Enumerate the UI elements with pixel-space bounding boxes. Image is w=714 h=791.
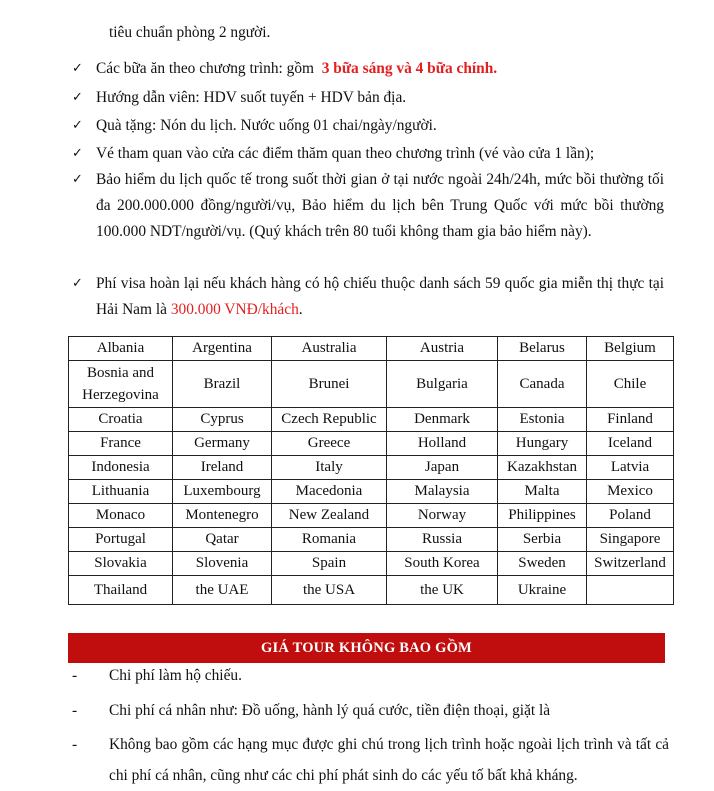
country-cell: Brunei [272, 361, 387, 408]
dash-icon: - [72, 736, 78, 753]
country-cell: Australia [272, 337, 387, 361]
table-row [69, 528, 674, 552]
meals-text: Các bữa ăn theo chương trình: gồm [96, 60, 315, 77]
country-cell: Austria [387, 337, 498, 361]
country-cell: Bosnia and Herzegovina [69, 361, 173, 408]
country-cell: Serbia [498, 528, 587, 552]
country-cell: Brazil [173, 361, 272, 408]
country-cell: Italy [272, 456, 387, 480]
country-cell: Portugal [69, 528, 173, 552]
country-cell: South Korea [387, 552, 498, 576]
table-row [69, 456, 674, 480]
country-cell: Indonesia [69, 456, 173, 480]
country-cell: France [69, 432, 173, 456]
country-cell: the USA [272, 576, 387, 605]
continuation-line: tiêu chuẩn phòng 2 người. [109, 24, 271, 41]
country-cell: the UK [387, 576, 498, 605]
country-cell: Mexico [587, 480, 674, 504]
country-cell [587, 576, 674, 605]
country-cell: Ukraine [498, 576, 587, 605]
country-cell: Ireland [173, 456, 272, 480]
table-row [69, 480, 674, 504]
country-cell: Belarus [498, 337, 587, 361]
meals-highlight: 3 bữa sáng và 4 bữa chính. [321, 60, 498, 77]
check-icon: ✓ [72, 172, 83, 187]
country-cell: Spain [272, 552, 387, 576]
table-row [69, 361, 674, 408]
country-cell: Thailand [69, 576, 173, 605]
country-cell: Greece [272, 432, 387, 456]
country-cell: Malta [498, 480, 587, 504]
country-cell: Norway [387, 504, 498, 528]
country-cell: Slovakia [69, 552, 173, 576]
country-cell: Germany [173, 432, 272, 456]
country-cell: Romania [272, 528, 387, 552]
exclude-text: Không bao gồm các hạng mục được ghi chú trong lịch trình hoặc ngoài lịch trình và tất cả chi phí cá nhân, cũng như các chi phí phát sinh do các yếu tố bất khả kháng. [109, 736, 669, 784]
excludes-title: GIÁ TOUR KHÔNG BAO GỒM [68, 633, 665, 663]
country-cell: Canada [498, 361, 587, 408]
check-icon: ✓ [72, 61, 83, 76]
country-cell: Japan [387, 456, 498, 480]
dash-icon: - [72, 702, 78, 719]
country-cell: Latvia [587, 456, 674, 480]
country-cell: Kazakhstan [498, 456, 587, 480]
country-cell: Montenegro [173, 504, 272, 528]
country-cell: Sweden [498, 552, 587, 576]
table-row [69, 576, 674, 605]
country-cell: Iceland [587, 432, 674, 456]
country-cell: the UAE [173, 576, 272, 605]
country-cell: Switzerland [587, 552, 674, 576]
country-cell: Qatar [173, 528, 272, 552]
country-cell: Belgium [587, 337, 674, 361]
document-page: tiêu chuẩn phòng 2 người. ✓ Các bữa ăn theo chương trình: gồm 3 bữa sáng và 4 bữa chính. ✓ Hướng dẫn viên: HDV suốt tuyến + HDV bản địa. ✓ Quà tặng: Nón du lịch. Nước uống 01 chai/ngày/người. ✓ Vé tham quan vào cửa các điểm thăm quan theo chương trình (vé vào cửa 1 lần); ✓ Bảo hiểm du lịch quốc tế trong suốt thời gian ở tại nước ngoài 24h/24h, mức bồi thường tối đa 200.000.000 đồng/người/vụ, Bảo hiểm du lịch bên Trung Quốc với mức bồi thường 100.000 NDT/người/vụ. (Quý khách trên 80 tuổi không tham gia bảo hiểm này). ✓ Phí visa hoàn lại nếu khách hàng có hộ chiếu thuộc danh sách 59 quốc gia miễn thị thực tại Hải Nam là 300.000 VNĐ/khách. Albania Argentina Australia Austria Belarus Belgium Bosnia and Herzegovina Brazil Brunei Bulgaria Canada Chile Croatia Cyprus Czech Republic Denmark Estonia Finland France Germany Greece Holland Hungary Iceland Indonesia Ireland Italy Japan Kazakhstan Latvia Lithuania Luxembourg Macedonia Malaysia Malta Mexico Monaco Montenegro New Zealand Norway Philippines Poland Portugal Qatar Romania Russia Serbia Singapore Slovakia Slovenia Spain South Korea Sweden Switzerland Thailand the UAE the USA the UK Ukraine GIÁ TOUR KHÔNG BAO GỒM - Chi phí làm hộ chiếu. - Chi phí cá nhân như: Đồ uống, hành lý quá cước, tiền điện thoại, giặt là - Không bao gồm các hạng mục được ghi chú trong lịch trình hoặc ngoài lịch trình và tất cả chi phí cá nhân, cũng như các chi phí phát sinh do các yếu tố bất khả kháng. [0, 0, 714, 785]
exclude-text: Chi phí cá nhân như: Đồ uống, hành lý quá cước, tiền điện thoại, giặt là [109, 702, 551, 719]
country-cell: Russia [387, 528, 498, 552]
country-cell: Singapore [587, 528, 674, 552]
check-icon: ✓ [72, 118, 83, 133]
table-row [69, 432, 674, 456]
visa-fee: 300.000 VNĐ/khách [170, 301, 299, 318]
country-cell: Macedonia [272, 480, 387, 504]
country-cell: Luxembourg [173, 480, 272, 504]
insurance-text: Bảo hiểm du lịch quốc tế trong suốt thời gian ở tại nước ngoài 24h/24h, mức bồi thường tối đa 200.000.000 đồng/người/vụ, Bảo hiểm du lịch bên Trung Quốc với mức bồi thường 100.000 NDT/người/vụ. (Quý khách trên 80 tuổi không tham gia bảo hiểm này). [96, 171, 664, 240]
check-icon: ✓ [72, 90, 83, 105]
table-row [69, 552, 674, 576]
country-cell: Hungary [498, 432, 587, 456]
check-icon: ✓ [72, 146, 83, 161]
visa-free-countries-table [68, 336, 674, 605]
gift-text: Quà tặng: Nón du lịch. Nước uống 01 chai/ngày/người. [96, 117, 437, 134]
tickets-text: Vé tham quan vào cửa các điểm thăm quan theo chương trình (vé vào cửa 1 lần); [96, 145, 595, 162]
country-cell: Estonia [498, 408, 587, 432]
country-cell: Bulgaria [387, 361, 498, 408]
country-cell: Denmark [387, 408, 498, 432]
country-cell: Chile [587, 361, 674, 408]
country-cell: Philippines [498, 504, 587, 528]
dash-icon: - [72, 667, 78, 684]
table-row [69, 408, 674, 432]
country-cell: Slovenia [173, 552, 272, 576]
country-cell: Monaco [69, 504, 173, 528]
country-cell: Lithuania [69, 480, 173, 504]
country-cell: Czech Republic [272, 408, 387, 432]
country-cell: Malaysia [387, 480, 498, 504]
guide-text: Hướng dẫn viên: HDV suốt tuyến + HDV bản địa. [96, 89, 407, 106]
country-cell: Albania [69, 337, 173, 361]
country-cell: Cyprus [173, 408, 272, 432]
country-cell: Croatia [69, 408, 173, 432]
country-cell: Poland [587, 504, 674, 528]
exclude-text: Chi phí làm hộ chiếu. [109, 667, 242, 684]
country-cell: Argentina [173, 337, 272, 361]
visa-text: Phí visa hoàn lại nếu khách hàng có hộ chiếu thuộc danh sách 59 quốc gia miễn thị thực tại Hải Nam là [96, 275, 664, 318]
country-cell: Holland [387, 432, 498, 456]
check-icon: ✓ [72, 276, 83, 291]
country-cell: New Zealand [272, 504, 387, 528]
country-cell: Finland [587, 408, 674, 432]
table-row [69, 337, 674, 361]
table-row [69, 504, 674, 528]
